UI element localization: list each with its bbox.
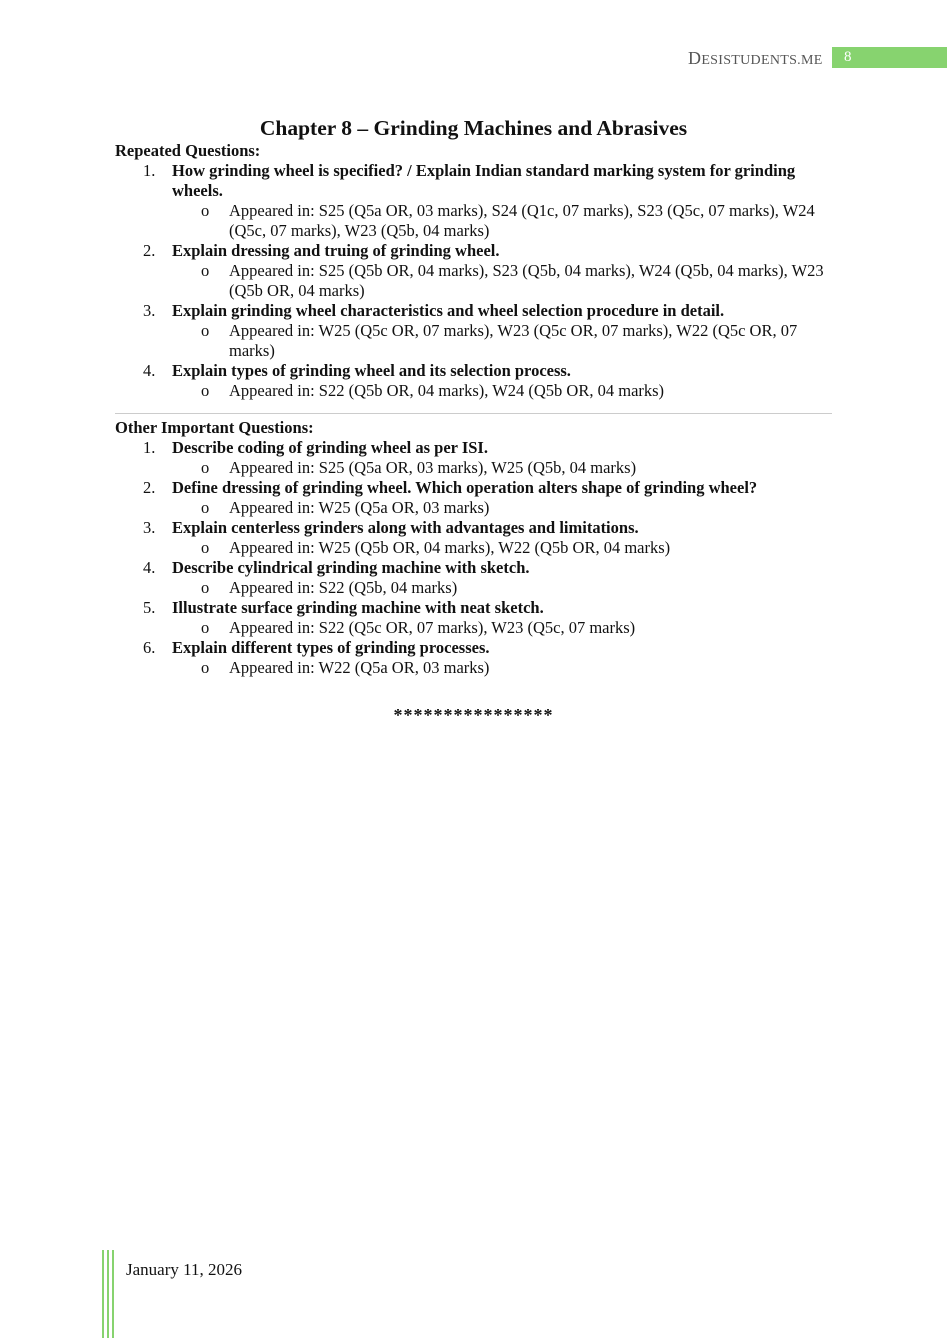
appearance-info <box>115 201 835 241</box>
question-item <box>115 518 835 538</box>
bullet-icon: o <box>201 658 210 677</box>
chapter-title: Chapter 8 – Grinding Machines and Abrasives <box>259 116 688 140</box>
footer-line <box>107 1250 109 1338</box>
question-number: 1. <box>143 161 156 180</box>
bullet-icon: o <box>201 458 210 477</box>
appearance-text: Appeared in: W25 (Q5c OR, 07 marks), W23 (Q5c OR, 07 marks), W22 (Q5c OR, 07 marks) <box>229 321 798 360</box>
question-item <box>115 361 835 381</box>
question-number: 3. <box>143 301 156 320</box>
question-text: Describe coding of grinding wheel as per ISI. <box>172 438 488 457</box>
appearance-info <box>115 618 835 638</box>
content <box>115 141 835 678</box>
question-text: Explain centerless grinders along with advantages and limitations. <box>172 518 639 537</box>
question-item <box>115 161 835 201</box>
bullet-icon: o <box>201 201 210 220</box>
appearance-text: Appeared in: W25 (Q5b OR, 04 marks), W22 (Q5b OR, 04 marks) <box>229 538 671 557</box>
footer-date: January 11, 2026 <box>126 1260 242 1279</box>
other-heading: Other Important Questions: <box>115 418 314 437</box>
appearance-info <box>115 321 835 361</box>
appearance-info <box>115 578 835 598</box>
bullet-icon: o <box>201 381 210 400</box>
question-text: Illustrate surface grinding machine with neat sketch. <box>172 598 544 617</box>
appearance-text: Appeared in: S25 (Q5a OR, 03 marks), S24 (Q1c, 07 marks), S23 (Q5c, 07 marks), W24 (Q5c, 07 marks), W23 (Q5b, 04 marks) <box>229 201 815 240</box>
question-number: 2. <box>143 478 156 497</box>
appearance-text: Appeared in: S22 (Q5b OR, 04 marks), W24 (Q5b OR, 04 marks) <box>229 381 665 400</box>
question-number: 4. <box>143 361 156 380</box>
question-item <box>115 301 835 321</box>
question-number: 2. <box>143 241 156 260</box>
appearance-text: Appeared in: S22 (Q5b, 04 marks) <box>229 578 458 597</box>
question-text: Describe cylindrical grinding machine with sketch. <box>172 558 530 577</box>
question-item <box>115 638 835 658</box>
appearance-info <box>115 261 835 301</box>
footer-line <box>112 1250 114 1338</box>
repeated-heading: Repeated Questions: <box>115 141 261 160</box>
bullet-icon: o <box>201 498 210 517</box>
page-number: 8 <box>832 47 947 68</box>
question-text: Explain grinding wheel characteristics and wheel selection procedure in detail. <box>172 301 725 320</box>
question-text: Explain types of grinding wheel and its selection process. <box>172 361 571 380</box>
appearance-info <box>115 538 835 558</box>
site-initial: D <box>688 48 702 68</box>
appearance-info <box>115 381 835 401</box>
appearance-info <box>115 458 835 478</box>
other-list <box>115 438 835 678</box>
divider <box>115 413 832 414</box>
bullet-icon: o <box>201 321 210 340</box>
appearance-text: Appeared in: W22 (Q5a OR, 03 marks) <box>229 658 490 677</box>
question-number: 1. <box>143 438 156 457</box>
bullet-icon: o <box>201 261 210 280</box>
question-text: Define dressing of grinding wheel. Which operation alters shape of grinding wheel? <box>172 478 758 497</box>
site-name: ESISTUDENTS.ME <box>701 53 823 68</box>
end-marker: **************** <box>393 705 554 725</box>
appearance-text: Appeared in: S25 (Q5a OR, 03 marks), W25 (Q5b, 04 marks) <box>229 458 637 477</box>
appearance-text: Appeared in: S22 (Q5c OR, 07 marks), W23 (Q5c, 07 marks) <box>229 618 636 637</box>
question-number: 4. <box>143 558 156 577</box>
bullet-icon: o <box>201 538 210 557</box>
question-number: 3. <box>143 518 156 537</box>
question-text: Explain different types of grinding processes. <box>172 638 490 657</box>
footer-line <box>102 1250 104 1338</box>
question-number: 5. <box>143 598 156 617</box>
question-item <box>115 241 835 261</box>
question-item <box>115 558 835 578</box>
bullet-icon: o <box>201 618 210 637</box>
question-item <box>115 438 835 458</box>
site-header <box>688 48 823 69</box>
bullet-icon: o <box>201 578 210 597</box>
appearance-text: Appeared in: S25 (Q5b OR, 04 marks), S23 (Q5b, 04 marks), W24 (Q5b, 04 marks), W23 (Q5b OR, 04 marks) <box>229 261 824 300</box>
question-item <box>115 598 835 618</box>
question-text: How grinding wheel is specified? / Explain Indian standard marking system for grinding wheels. <box>172 161 796 200</box>
appearance-text: Appeared in: W25 (Q5a OR, 03 marks) <box>229 498 490 517</box>
question-item <box>115 478 835 498</box>
question-text: Explain dressing and truing of grinding wheel. <box>172 241 500 260</box>
question-number: 6. <box>143 638 156 657</box>
appearance-info <box>115 658 835 678</box>
appearance-info <box>115 498 835 518</box>
repeated-list <box>115 161 835 401</box>
